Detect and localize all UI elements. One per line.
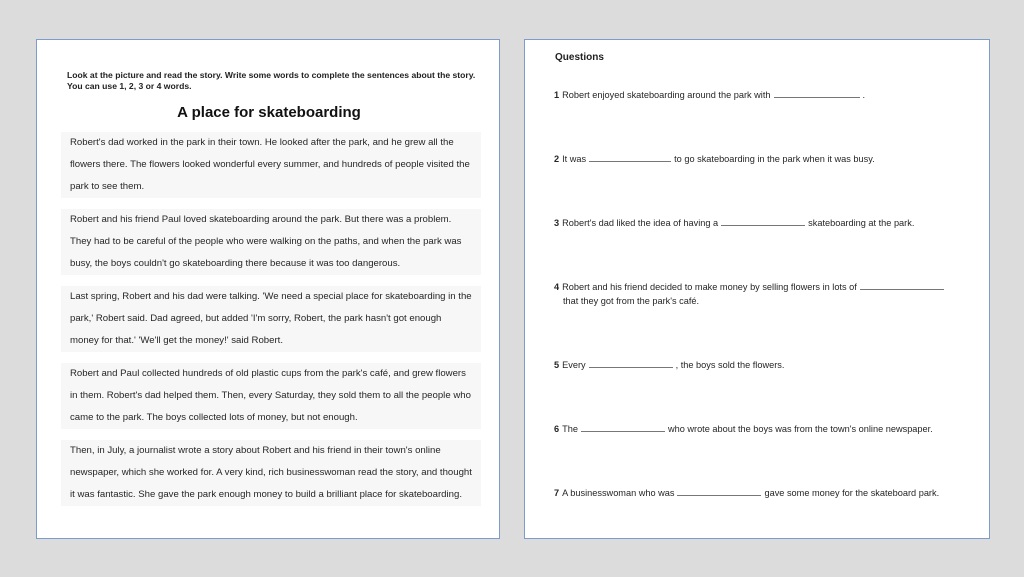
story-paragraph: Robert and Paul collected hundreds of old plastic cups from the park's café, and grew flowers in them. Robert's dad helped them. Then, every Saturday, they sold them to all the people who came to the park. The boys collected lots of money, but not enough. xyxy=(61,363,481,429)
story-page xyxy=(36,39,500,539)
answer-blank[interactable] xyxy=(581,422,665,432)
story-paragraph: Last spring, Robert and his dad were talking. 'We need a special place for skateboarding in the park,' Robert said. Dad agreed, but added 'I'm sorry, Robert, the park hasn't got enough money for that.' 'We'll get the money!' said Robert. xyxy=(61,286,481,352)
story-body xyxy=(61,132,481,517)
question-number: 1 xyxy=(554,90,560,100)
answer-blank[interactable] xyxy=(677,486,761,496)
question-text: The xyxy=(562,424,578,434)
question-number: 7 xyxy=(554,488,560,498)
answer-blank[interactable] xyxy=(860,280,944,290)
question-text-end: skateboarding at the park. xyxy=(808,218,915,228)
question-3 xyxy=(554,216,964,230)
story-paragraph: Robert's dad worked in the park in their town. He looked after the park, and he grew all the flowers there. The flowers looked wonderful every summer, and hundreds of people visited the park to see them. xyxy=(61,132,481,198)
question-text-end: . xyxy=(862,90,866,100)
answer-blank[interactable] xyxy=(589,358,673,368)
questions-page xyxy=(524,39,990,539)
answer-blank[interactable] xyxy=(589,152,671,162)
question-text: Robert and his friend decided to make money by selling flowers in lots of xyxy=(562,282,857,292)
story-paragraph: Robert and his friend Paul loved skateboarding around the park. But there was a problem. They had to be careful of the people who were walking on the paths, and when the park was busy, the boys couldn't go skateboarding there because it was too dangerous. xyxy=(61,209,481,275)
question-number: 5 xyxy=(554,360,560,370)
question-4 xyxy=(554,280,964,308)
question-6 xyxy=(554,422,964,436)
question-text: Robert's dad liked the idea of having a xyxy=(562,218,719,228)
question-2 xyxy=(554,152,964,166)
question-number: 3 xyxy=(554,218,560,228)
question-text-end: who wrote about the boys was from the town's online newspaper. xyxy=(667,424,933,434)
story-paragraph: Then, in July, a journalist wrote a story about Robert and his friend in their town's online newspaper, which she worked for. A very kind, rich businesswoman read the story, and thought it was fantastic. She gave the park enough money to build a brilliant place for skateboarding. xyxy=(61,440,481,506)
story-title: A place for skateboarding xyxy=(177,104,361,121)
question-7 xyxy=(554,486,964,500)
question-text: It was xyxy=(562,154,587,164)
answer-blank[interactable] xyxy=(721,216,805,226)
questions-heading: Questions xyxy=(555,52,604,63)
question-text: A businesswoman who was xyxy=(562,488,675,498)
question-5 xyxy=(554,358,964,372)
question-1 xyxy=(554,88,964,102)
question-text-end: to go skateboarding in the park when it was busy. xyxy=(674,154,875,164)
answer-blank[interactable] xyxy=(774,88,860,98)
question-text-end: , the boys sold the flowers. xyxy=(675,360,785,370)
instructions: Look at the picture and read the story. Write some words to complete the sentences about the story. You can use 1, 2, 3 or 4 words. xyxy=(67,70,476,91)
question-text-end: gave some money for the skateboard park. xyxy=(764,488,940,498)
question-text: Every xyxy=(562,360,586,370)
question-text-end: that they got from the park's café. xyxy=(563,296,700,306)
question-number: 2 xyxy=(554,154,560,164)
question-number: 4 xyxy=(554,282,560,292)
question-number: 6 xyxy=(554,424,560,434)
question-text: Robert enjoyed skateboarding around the park with xyxy=(562,90,771,100)
